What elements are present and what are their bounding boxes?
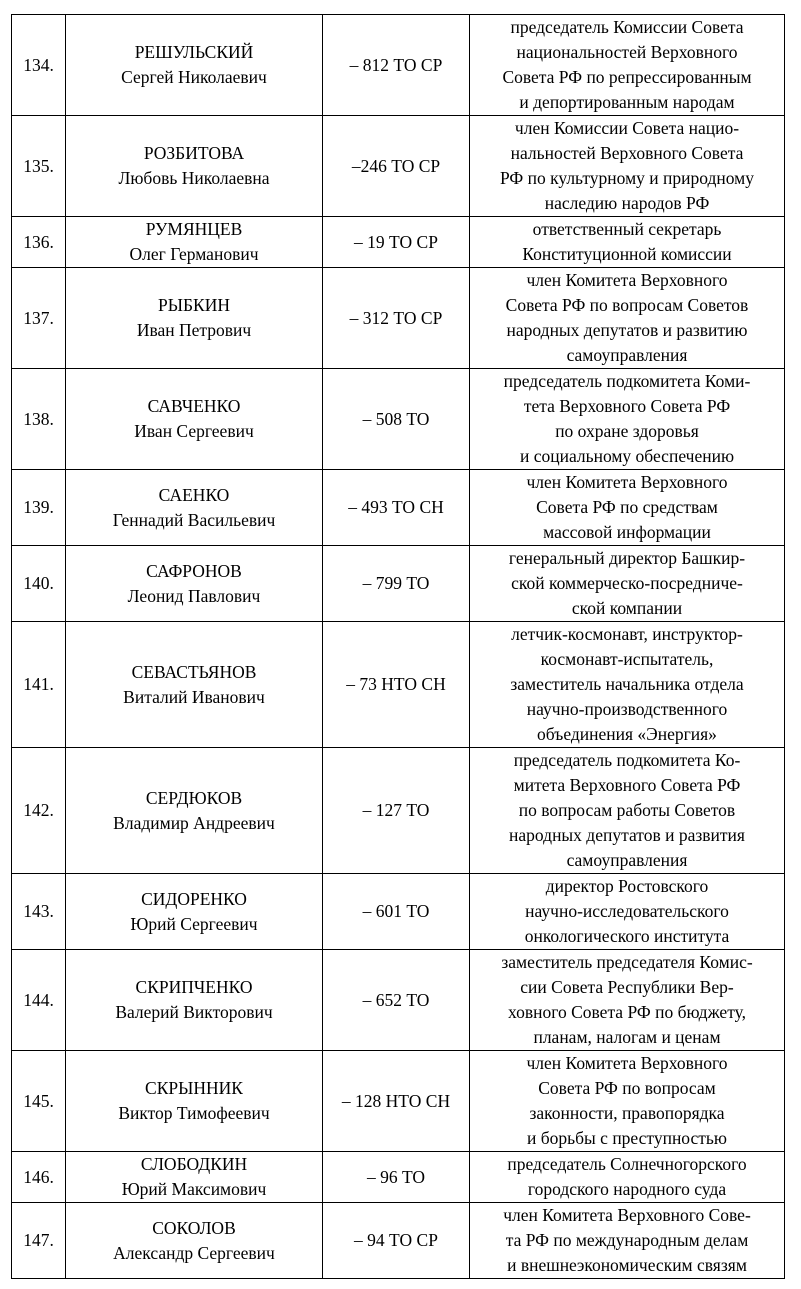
position-line: председатель Солнечногорского <box>507 1154 747 1174</box>
table-row <box>12 369 785 470</box>
position-line: Совета РФ по вопросам <box>538 1078 716 1098</box>
deputy-surname: СЕРДЮКОВ <box>145 787 243 808</box>
row-number: 147. <box>12 1203 66 1279</box>
deputy-surname: САВЧЕНКО <box>147 396 241 416</box>
deputy-name-cell <box>66 874 323 950</box>
position-line: и внешнеэкономическим связям <box>507 1255 747 1275</box>
deputy-given-names: Геннадий Васильевич <box>112 509 276 530</box>
district-code: – 94 ТО СР <box>323 1203 470 1279</box>
deputy-surname: РОЗБИТОВА <box>143 143 245 163</box>
table-row <box>12 1152 785 1203</box>
table-row <box>12 622 785 748</box>
row-number: 145. <box>12 1051 66 1152</box>
position-line: председатель Комиссии Совета <box>510 17 744 37</box>
position-line: член Комитета Верховного Сове- <box>503 1205 751 1225</box>
position-cell <box>470 1203 785 1279</box>
position-line: РФ по культурному и природному <box>499 168 755 188</box>
position-cell <box>470 217 785 268</box>
position-line: член Комиссии Совета нацио- <box>514 118 740 138</box>
position-line: председатель подкомитета Ко- <box>513 750 741 770</box>
deputy-given-names: Иван Сергеевич <box>134 421 254 441</box>
deputy-name-cell <box>66 116 323 217</box>
deputy-name-cell <box>66 369 323 470</box>
position-line: член Комитета Верховного <box>526 1053 728 1073</box>
position-cell <box>470 369 785 470</box>
position-line: заместитель начальника отдела <box>510 674 744 694</box>
position-cell <box>470 546 785 622</box>
deputy-given-names: Леонид Павлович <box>127 585 261 606</box>
position-line: тета Верховного Совета РФ <box>523 396 731 416</box>
position-line: самоуправления <box>566 345 688 365</box>
position-line: и депортированным народам <box>519 92 735 112</box>
row-number: 134. <box>12 15 66 116</box>
table-row <box>12 1051 785 1152</box>
district-code: – 73 НТО СН <box>323 622 470 748</box>
row-number: 143. <box>12 874 66 950</box>
row-number: 146. <box>12 1152 66 1203</box>
deputy-surname: САФРОНОВ <box>146 560 242 581</box>
position-line: онкологического института <box>524 926 730 946</box>
position-line: народных депутатов и развития <box>509 825 745 845</box>
position-line: по вопросам работы Советов <box>518 800 736 820</box>
deputies-table <box>11 14 785 1279</box>
position-line: нальностей Верховного Совета <box>510 143 744 163</box>
position-line: городского народного суда <box>527 1179 727 1199</box>
position-line: ховного Совета РФ по бюджету, <box>508 1002 746 1022</box>
position-line: и социальному обеспечению <box>519 446 735 466</box>
deputy-name-cell <box>66 546 323 622</box>
deputy-name-cell <box>66 217 323 268</box>
deputy-given-names: Владимир Андреевич <box>113 812 275 833</box>
district-code: – 493 ТО СН <box>323 470 470 546</box>
position-cell <box>470 15 785 116</box>
deputy-name-cell <box>66 470 323 546</box>
position-cell <box>470 268 785 369</box>
position-line: наследию народов РФ <box>544 193 710 213</box>
deputy-surname: СЕВАСТЬЯНОВ <box>131 661 257 682</box>
deputy-given-names: Юрий Сергеевич <box>130 913 258 934</box>
deputy-name-cell <box>66 1203 323 1279</box>
deputy-surname: СЛОБОДКИН <box>140 1154 248 1174</box>
position-line: космонавт-испытатель, <box>540 649 714 669</box>
table-row <box>12 1203 785 1279</box>
position-line: Совета РФ по вопросам Советов <box>505 295 749 315</box>
position-cell <box>470 622 785 748</box>
position-line: член Комитета Верховного <box>526 270 728 290</box>
row-number: 138. <box>12 369 66 470</box>
position-line: летчик-космонавт, инструктор- <box>511 624 743 644</box>
row-number: 142. <box>12 748 66 874</box>
position-line: Конституционной комиссии <box>522 244 732 264</box>
position-line: самоуправления <box>566 850 688 870</box>
position-line: заместитель председателя Комис- <box>501 952 753 972</box>
row-number: 139. <box>12 470 66 546</box>
district-code: – 19 ТО СР <box>323 217 470 268</box>
deputy-name-cell <box>66 268 323 369</box>
position-line: законности, правопорядка <box>529 1103 725 1123</box>
row-number: 144. <box>12 950 66 1051</box>
position-line: председатель подкомитета Коми- <box>503 371 751 391</box>
district-code: –246 ТО СР <box>323 116 470 217</box>
position-line: ской компании <box>571 598 683 618</box>
row-number: 140. <box>12 546 66 622</box>
deputy-name-cell <box>66 622 323 748</box>
district-code: – 128 НТО СН <box>323 1051 470 1152</box>
table-row <box>12 116 785 217</box>
position-cell <box>470 748 785 874</box>
position-line: та РФ по международным делам <box>505 1230 749 1250</box>
table-row <box>12 874 785 950</box>
deputy-name-cell <box>66 1152 323 1203</box>
deputy-given-names: Иван Петрович <box>136 320 252 340</box>
deputies-table-body <box>12 15 785 1279</box>
position-line: научно-исследовательского <box>525 901 729 921</box>
position-line: ской коммерческо-посредниче- <box>511 573 743 593</box>
position-cell <box>470 1152 785 1203</box>
deputy-name-cell <box>66 950 323 1051</box>
position-line: народных депутатов и развитию <box>506 320 748 340</box>
position-cell <box>470 470 785 546</box>
district-code: – 652 ТО <box>323 950 470 1051</box>
position-cell <box>470 874 785 950</box>
deputy-given-names: Александр Сергеевич <box>113 1242 275 1263</box>
deputy-given-names: Любовь Николаевна <box>118 168 270 188</box>
position-cell <box>470 1051 785 1152</box>
district-code: – 312 ТО СР <box>323 268 470 369</box>
district-code: – 601 ТО <box>323 874 470 950</box>
position-line: Совета РФ по репрессированным <box>502 67 752 87</box>
position-cell <box>470 950 785 1051</box>
deputy-given-names: Сергей Николаевич <box>121 67 267 87</box>
deputy-name-cell <box>66 15 323 116</box>
deputy-given-names: Виктор Тимофеевич <box>118 1103 270 1123</box>
deputy-surname: СИДОРЕНКО <box>141 888 247 909</box>
table-row <box>12 15 785 116</box>
deputy-surname: СКРЫННИК <box>145 1078 243 1098</box>
position-line: митета Верховного Совета РФ <box>513 775 741 795</box>
deputy-surname: СОКОЛОВ <box>152 1217 236 1238</box>
deputy-surname: РЕШУЛЬСКИЙ <box>134 42 254 62</box>
position-line: по охране здоровья <box>555 421 699 441</box>
deputy-surname: РУМЯНЦЕВ <box>145 219 243 239</box>
district-code: – 799 ТО <box>323 546 470 622</box>
deputy-name-cell <box>66 1051 323 1152</box>
row-number: 135. <box>12 116 66 217</box>
table-row <box>12 950 785 1051</box>
position-line: и борьбы с преступностью <box>527 1128 727 1148</box>
position-cell <box>470 116 785 217</box>
row-number: 136. <box>12 217 66 268</box>
table-row <box>12 470 785 546</box>
position-line: объединения «Энергия» <box>537 724 717 744</box>
table-row <box>12 748 785 874</box>
deputy-name-cell <box>66 748 323 874</box>
district-code: – 508 ТО <box>323 369 470 470</box>
row-number: 141. <box>12 622 66 748</box>
deputy-given-names: Юрий Максимович <box>121 1179 267 1199</box>
position-line: массовой информации <box>543 522 711 542</box>
deputy-surname: РЫБКИН <box>158 295 230 315</box>
position-line: член Комитета Верховного <box>526 472 728 492</box>
deputy-surname: СКРИПЧЕНКО <box>135 977 253 997</box>
position-line: ответственный секретарь <box>532 219 722 239</box>
district-code: – 127 ТО <box>323 748 470 874</box>
position-line: генеральный директор Башкир- <box>508 548 746 568</box>
position-line: национальностей Верховного <box>516 42 738 62</box>
table-row <box>12 268 785 369</box>
table-row <box>12 546 785 622</box>
deputy-given-names: Валерий Викторович <box>115 1002 273 1022</box>
position-line: научно-производственного <box>526 699 728 719</box>
position-line: планам, налогам и ценам <box>533 1027 721 1047</box>
table-row <box>12 217 785 268</box>
deputy-given-names: Олег Германович <box>129 244 259 264</box>
deputy-surname: САЕНКО <box>158 484 230 505</box>
deputy-given-names: Виталий Иванович <box>123 686 265 707</box>
district-code: – 812 ТО СР <box>323 15 470 116</box>
position-line: директор Ростовского <box>545 876 709 896</box>
row-number: 137. <box>12 268 66 369</box>
position-line: Совета РФ по средствам <box>536 497 718 517</box>
district-code: – 96 ТО <box>323 1152 470 1203</box>
position-line: сии Совета Республики Вер- <box>520 977 734 997</box>
